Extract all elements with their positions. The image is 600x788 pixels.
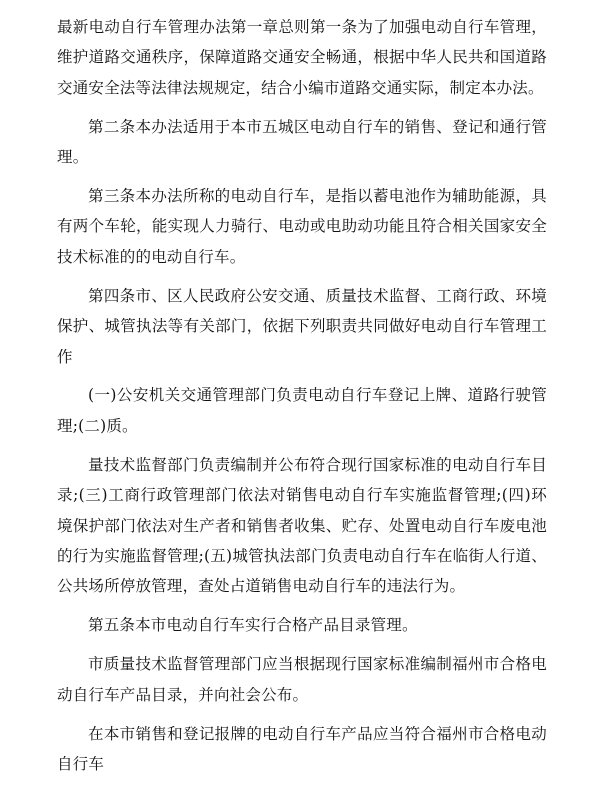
paragraph-article-4-item-1: (一)公安机关交通管理部门负责电动自行车登记上牌、道路行驶管理;(二)质。 [57,386,547,435]
paragraph-article-3: 第三条本办法所称的电动自行车，是指以蓄电池作为辅助能源，具有两个车轮，能实现人力骑行、电动或电助动功能且符合相关国家安全技术标准的的电动自行车。 [57,187,547,266]
paragraph-article-5: 第五条本市电动自行车实行合格产品目录管理。 [88,616,418,635]
paragraph-article-4: 第四条市、区人民政府公安交通、质量技术监督、工商行政、环境保护、城管执法等有关部门，依据下列职责共同做好电动自行车管理工作 [57,286,547,366]
paragraph-article-2: 第二条本办法适用于本市五城区电动自行车的销售、登记和通行管理。 [57,117,547,167]
paragraph-article-5-cutoff: 在本市销售和登记报牌的电动自行车产品应当符合福州市合格电动自行车 [57,724,547,773]
paragraph-intro-article-1: 最新电动自行车管理办法第一章总则第一条为了加强电动自行车管理，维护道路交通秩序，保障道路交通安全畅通，根据中华人民共和国道路交通安全法等法律法规规定，结合小编市道路交通实际，制定本办法。 [57,18,547,97]
paragraph-article-5-detail: 市质量技术监督管理部门应当根据现行国家标准编制福州市合格电动自行车产品目录，并向社会公布。 [57,655,547,704]
document-body [57,12,547,788]
paragraph-article-4-items-continued: 量技术监督部门负责编制并公布符合现行国家标准的电动自行车目录;(三)工商行政管理部门依法对销售电动自行车实施监督管理;(四)环境保护部门依法对生产者和销售者收集、贮存、处置电动自行车废电池的行为实施监督管理;(五)城管执法部门负责电动自行车在临街人行道、公共场所停放管理，查处占道销售电动自行车的违法行为。 [57,455,547,596]
